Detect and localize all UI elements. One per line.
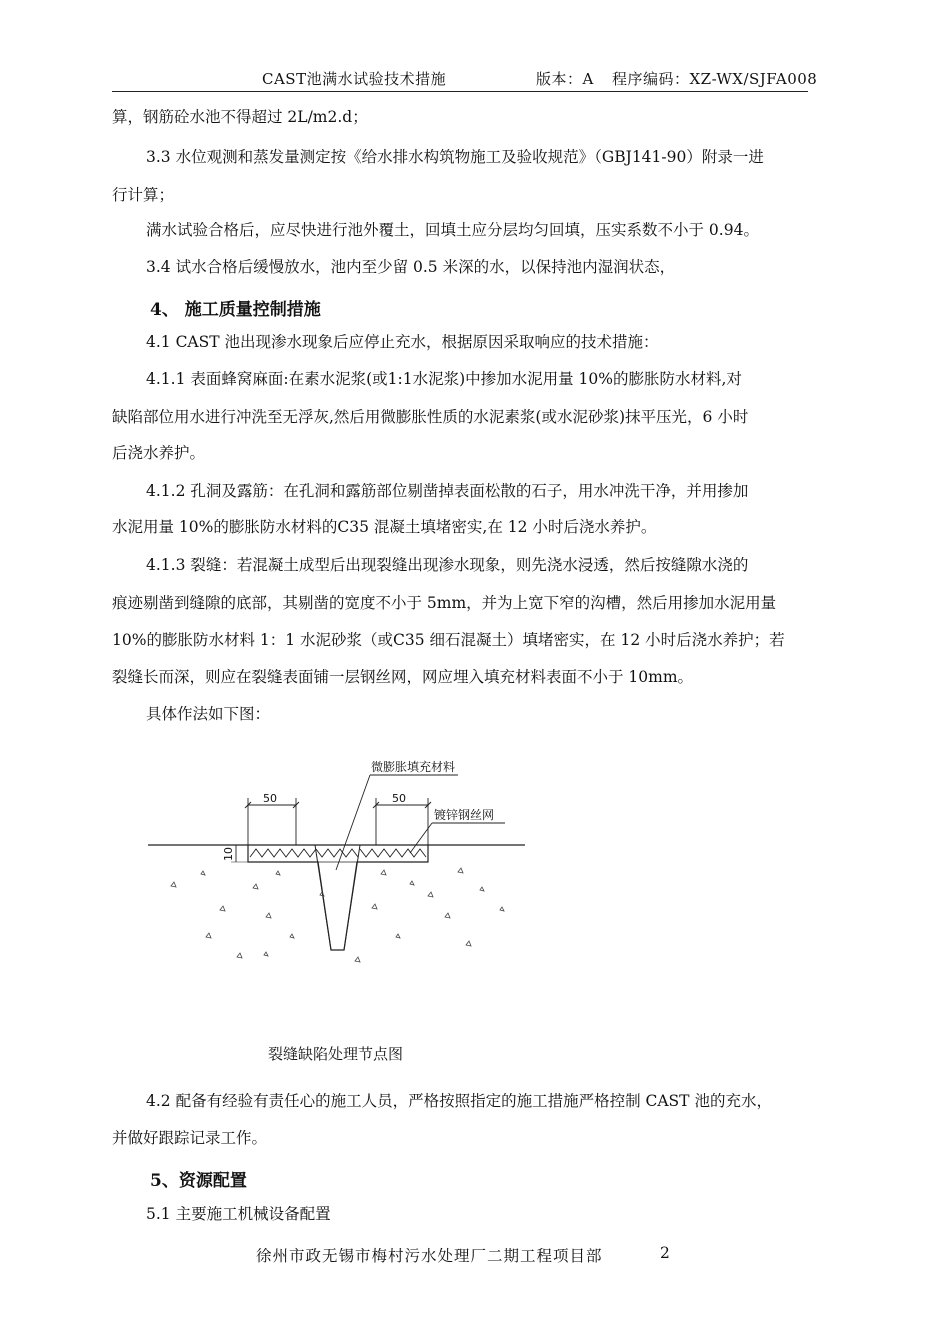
paragraph-5-1: 5.1 主要施工机械设备配置	[146, 1205, 331, 1223]
header-rule	[112, 91, 808, 92]
fill-material-label: 微膨胀填充材料	[371, 760, 456, 774]
paragraph-4-1-3-line-3: 10%的膨胀防水材料 1：1 水泥砂浆（或C35 细石混凝土）填堵密实，在 12 小时后浇水养护；若	[112, 631, 785, 649]
paragraph-4-1-2-line-1: 4.1.2 孔洞及露筋：在孔洞和露筋部位剔凿掉表面松散的石子，用水冲洗干净，并用掺加	[146, 482, 749, 500]
section-5-heading: 5、资源配置	[150, 1171, 247, 1191]
paragraph-4-1: 4.1 CAST 池出现渗水现象后应停止充水，根据原因采取响应的技术措施：	[146, 333, 659, 351]
footer-org: 徐州市政无锡市梅村污水处理厂二期工程项目部	[256, 1247, 603, 1265]
dim-depth-label: 10	[222, 847, 235, 861]
paragraph-1: 算，钢筋砼水池不得超过 2L/m2.d；	[112, 108, 368, 126]
paragraph-4-1-1-line-1: 4.1.1 表面蜂窝麻面:在素水泥浆(或1:1水泥浆)中掺加水泥用量 10%的膨胀防水材料,对	[146, 370, 742, 388]
paragraph-4-1-1-line-3: 后浇水养护。	[112, 444, 206, 462]
paragraph-figure-intro: 具体作法如下图：	[146, 705, 271, 723]
paragraph-4-1-3-line-1: 4.1.3 裂缝：若混凝土成型后出现裂缝出现渗水现象，则先浇水浸透，然后按缝隙水浇的	[146, 556, 749, 574]
dim-left-label: 50	[263, 792, 277, 805]
mesh-label: 镀锌钢丝网	[434, 808, 495, 822]
header-version: 版本：A	[536, 70, 594, 88]
header-program-code: 程序编码：XZ-WX/SJFA008	[612, 70, 818, 88]
aggregate-speckles	[171, 868, 504, 962]
paragraph-4-2-line-2: 并做好跟踪记录工作。	[112, 1129, 268, 1147]
header-doc-title: CAST池满水试验技术措施	[262, 70, 447, 88]
paragraph-4-2-line-1: 4.2 配备有经验有责任心的施工人员，严格按照指定的施工措施严格控制 CAST 池的充水，	[146, 1092, 772, 1110]
paragraph-3-3-line-2: 行计算；	[112, 186, 175, 204]
paragraph-4-1-1-line-2: 缺陷部位用水进行冲洗至无浮灰,然后用微膨胀性质的水泥素浆(或水泥砂浆)抹平压光，6 小时	[112, 408, 749, 426]
figure-caption: 裂缝缺陷处理节点图	[268, 1045, 404, 1063]
paragraph-backfill: 满水试验合格后，应尽快进行池外覆土，回填土应分层均匀回填，压实系数不小于 0.94。	[146, 221, 759, 239]
dim-right-label: 50	[392, 792, 406, 805]
page-number: 2	[660, 1244, 671, 1262]
paragraph-4-1-2-line-2: 水泥用量 10%的膨胀防水材料的C35 混凝土填堵密实,在 12 小时后浇水养护。	[112, 518, 657, 536]
paragraph-4-1-3-line-4: 裂缝长而深，则应在裂缝表面铺一层钢丝网，网应埋入填充材料表面不小于 10mm。	[112, 668, 694, 686]
paragraph-3-4: 3.4 试水合格后缓慢放水，池内至少留 0.5 米深的水，以保持池内湿润状态，	[146, 258, 676, 276]
paragraph-3-3-line-1: 3.3 水位观测和蒸发量测定按《给水排水构筑物施工及验收规范》（GBJ141-90）附录一进	[146, 148, 764, 166]
section-4-heading: 4、 施工质量控制措施	[150, 300, 321, 320]
paragraph-4-1-3-line-2: 痕迹剔凿到缝隙的底部，其剔凿的宽度不小于 5mm，并为上宽下窄的沟槽，然后用掺加水泥用量	[112, 594, 777, 612]
